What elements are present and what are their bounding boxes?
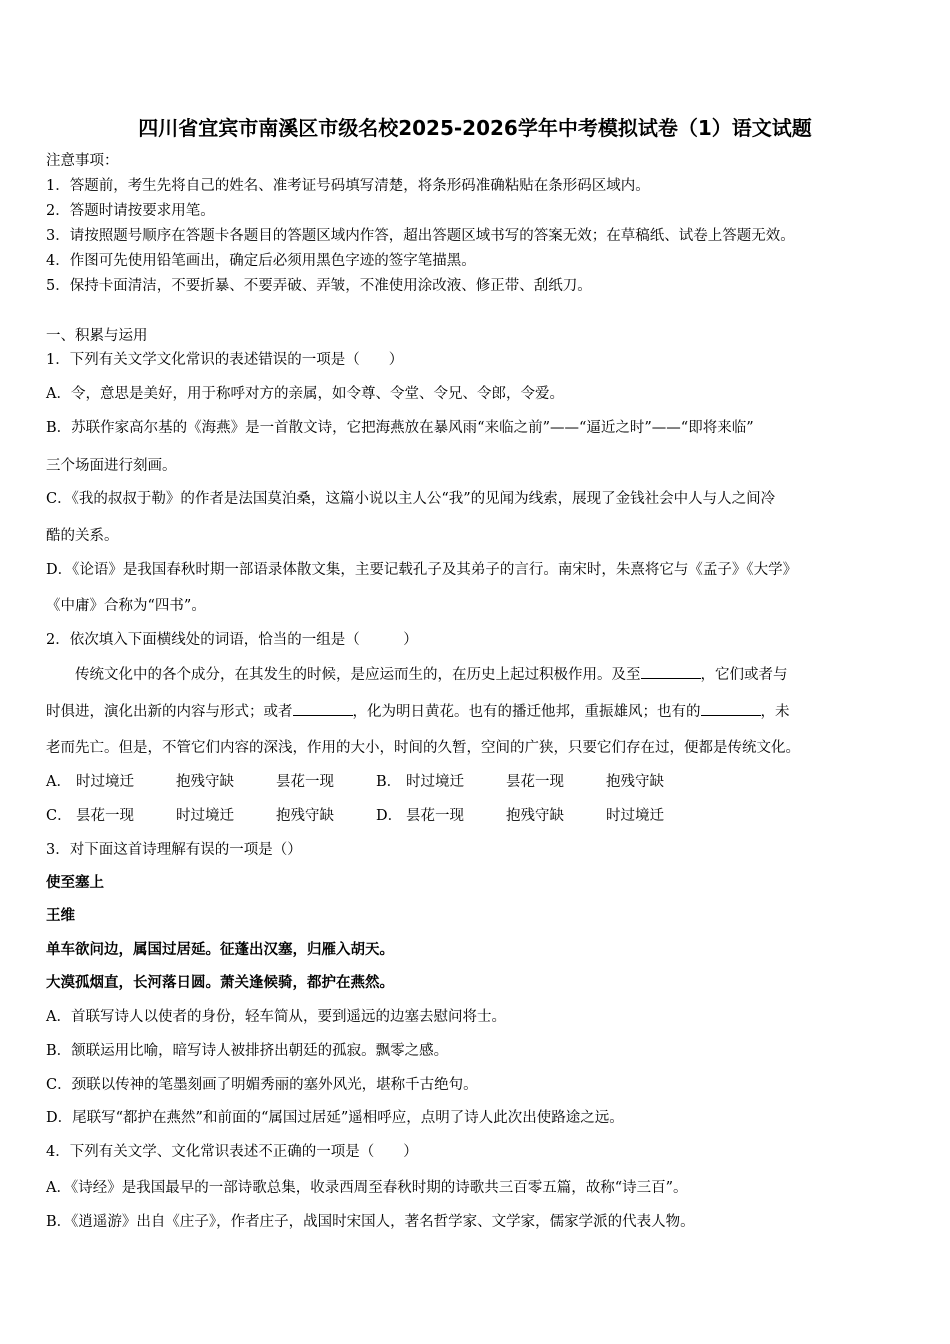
notice-item: 2．答题时请按要求用笔。: [46, 203, 215, 219]
option-b: B．《逍遥游》出自《庄子》，作者庄子，战国时宋国人，著名哲学家、文学家，儒家学派的代表人物。: [46, 1214, 695, 1230]
option-word: 抱残守缺: [506, 808, 564, 824]
option-word: 昙花一现: [406, 808, 464, 824]
option-word: 时过境迁: [606, 808, 664, 824]
option-d: D．《论语》是我国春秋时期一部语录体散文集，主要记载孔子及其弟子的言行。南宋时，朱熹将它与《孟子》《大学》: [46, 562, 798, 578]
options-row: [46, 772, 906, 794]
option-c: C．颈联以传神的笔墨刻画了明媚秀丽的塞外风光，堪称千古绝句。: [46, 1077, 478, 1093]
option-word: 昙花一现: [276, 774, 334, 790]
poem-author: 王维: [46, 907, 75, 924]
notice-heading: 注意事项：: [46, 153, 119, 169]
answer-blank: [641, 664, 701, 679]
option-word: 抱残守缺: [606, 774, 664, 790]
answer-blank: [701, 701, 761, 716]
passage-text: ，未: [760, 704, 790, 720]
option-word: 抱残守缺: [176, 774, 234, 790]
option-b: B．苏联作家高尔基的《海燕》是一首散文诗，它把海燕放在暴风雨“来临之前”——“逼近之时”——“即将来临”: [46, 420, 754, 436]
option-word: 时过境迁: [406, 774, 464, 790]
option-d: D．尾联写“都护在燕然”和前面的“属国过居延”遥相呼应，点明了诗人此次出使路途之远。: [46, 1110, 624, 1126]
options-row: [46, 806, 906, 828]
option-label: D．: [376, 808, 403, 824]
option-word: 时过境迁: [176, 808, 234, 824]
option-b: B．颔联运用比喻，暗写诗人被排挤出朝廷的孤寂。飘零之感。: [46, 1043, 449, 1059]
question-stem: 3．对下面这首诗理解有误的一项是（）: [46, 842, 302, 858]
notice-item: 1．答题前，考生先将自己的姓名、准考证号码填写清楚，将条形码准确粘贴在条形码区域内。: [46, 178, 650, 194]
notice-item: 3．请按照题号顺序在答题卡各题目的答题区域内作答，超出答题区域书写的答案无效；在草稿纸、试卷上答题无效。: [46, 228, 795, 244]
passage-line: 老而先亡。但是，不管它们内容的深浅，作用的大小，时间的久暂，空间的广狭，只要它们存在过，便都是传统文化。: [46, 740, 800, 756]
question-stem: 1．下列有关文学文化常识的表述错误的一项是（ ）: [46, 352, 404, 368]
option-a: A．首联写诗人以使者的身份，轻车简从，要到遥远的边塞去慰问将士。: [46, 1009, 506, 1025]
page-title: 四川省宜宾市南溪区市级名校2025-2026学年中考模拟试卷（1）语文试题: [138, 116, 812, 140]
question-stem: 2．依次填入下面横线处的词语，恰当的一组是（ ）: [46, 632, 418, 648]
option-a: A．《诗经》是我国最早的一部诗歌总集，收录西周至春秋时期的诗歌共三百零五篇，故称“诗三百”。: [46, 1180, 688, 1196]
option-word: 时过境迁: [76, 774, 134, 790]
notice-item: 5．保持卡面清洁，不要折暴、不要弄破、弄皱，不准使用涂改液、修正带、刮纸刀。: [46, 278, 592, 294]
passage-line: [46, 701, 790, 722]
option-d-cont: 《中庸》合称为“四书”。: [46, 598, 206, 614]
option-label: C．: [46, 808, 72, 824]
option-word: 抱残守缺: [276, 808, 334, 824]
option-a: A．令，意思是美好，用于称呼对方的亲属，如令尊、令堂、令兄、令郎，令爱。: [46, 386, 564, 402]
question-stem: 4．下列有关文学、文化常识表述不正确的一项是（ ）: [46, 1144, 418, 1160]
passage-text: 传统文化中的各个成分，在其发生的时候，是应运而生的，在历史上起过积极作用。及至: [46, 667, 641, 683]
poem-line: 大漠孤烟直，长河落日圆。萧关逢候骑，都护在燕然。: [46, 974, 394, 991]
option-word: 昙花一现: [506, 774, 564, 790]
passage-text: ，它们或者与: [700, 667, 788, 683]
notice-item: 4．作图可先使用铅笔画出，确定后必须用黑色字迹的签字笔描黑。: [46, 253, 476, 269]
option-label: B．: [376, 774, 402, 790]
poem-line: 单车欲问边，属国过居延。征蓬出汉塞，归雁入胡天。: [46, 941, 394, 958]
passage-text: 时俱进，演化出新的内容与形式；或者: [46, 704, 293, 720]
option-c-cont: 酷的关系。: [46, 528, 119, 544]
answer-blank: [293, 701, 353, 716]
option-word: 昙花一现: [76, 808, 134, 824]
poem-title: 使至塞上: [46, 874, 104, 891]
passage-line: [46, 664, 788, 685]
option-c: C．《我的叔叔于勒》的作者是法国莫泊桑，这篇小说以主人公“我”的见闻为线索，展现了金钱社会中人与人之间冷: [46, 491, 776, 507]
option-b-cont: 三个场面进行刻画。: [46, 458, 177, 474]
section-heading: 一、积累与运用: [46, 328, 148, 344]
passage-text: ，化为明日黄花。也有的播迁他邦，重振雄风；也有的: [352, 704, 701, 720]
option-label: A．: [46, 774, 71, 790]
